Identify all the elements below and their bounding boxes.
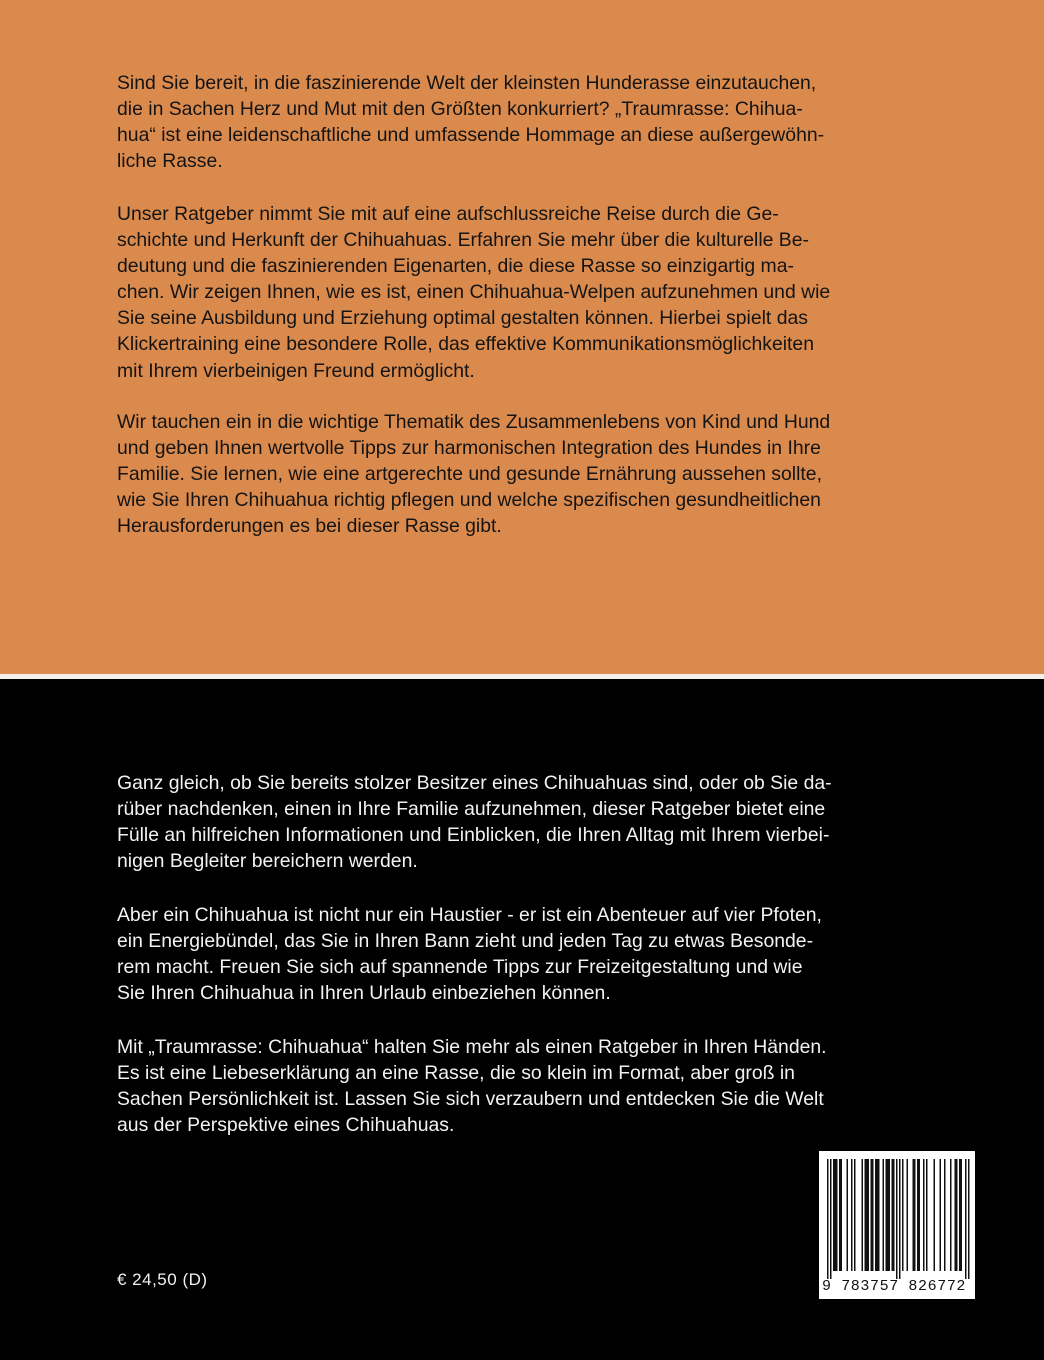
black-text-panel xyxy=(0,679,1044,1360)
barcode-bar xyxy=(902,1159,904,1271)
barcode-bar xyxy=(835,1159,837,1271)
isbn-barcode xyxy=(819,1151,975,1299)
barcode-bar xyxy=(878,1159,880,1271)
barcode-bar xyxy=(961,1159,963,1271)
history-paragraph: Unser Ratgeber nimmt Sie mit auf eine aufschlussreiche Reise durch die Ge- schichte und Herkunft der Chihuahuas. Erfahren Sie mehr über die kulturelle Be- deutung und die faszinierenden Eigenarten, die diese Rasse so einzigartig ma- chen. Wir zeigen Ihnen, wie es ist, einen Chihuahua-Welpen aufzunehmen und wie Sie seine Ausbildung und Erziehung optimal gestalten können. Hierbei spielt das Klickertraining eine besondere Rolle, das effektive Kommunikationsmöglichkeiten mit Ihrem vierbeinigen Freund ermöglicht. xyxy=(117,203,831,382)
barcode-bar xyxy=(950,1159,952,1271)
barcode-bar xyxy=(841,1159,843,1271)
orange-text-panel xyxy=(0,0,1044,674)
barcode-bar xyxy=(875,1159,877,1271)
price-label: € 24,50 (D) xyxy=(117,1270,208,1289)
barcode-bar xyxy=(868,1159,870,1271)
barcode-bar xyxy=(956,1159,958,1271)
barcode-bar xyxy=(877,1159,879,1271)
barcode-bar xyxy=(914,1159,916,1271)
barcode-bar xyxy=(887,1159,889,1271)
barcode-bar xyxy=(926,1159,928,1271)
barcode-bar xyxy=(892,1159,894,1271)
barcode-bar xyxy=(955,1159,957,1271)
barcode-bar xyxy=(827,1159,829,1279)
barcode-bar xyxy=(934,1159,936,1271)
barcode-bar xyxy=(886,1159,888,1271)
barcode-bar xyxy=(923,1159,925,1271)
family-paragraph: Wir tauchen ein in die wichtige Thematik des Zusammenlebens von Kind und Hund und geben Ihnen wertvolle Tipps zur harmonischen Integration des Hundes in Ihre Familie. Sie lernen, wie eine artgerechte und gesunde Ernährung aussehen sollte, wie Sie Ihren Chihuahua richtig pflegen und welche spezifischen gesundheitlichen Herausforderungen es bei dieser Rasse gibt. xyxy=(117,411,831,538)
barcode-bar xyxy=(889,1159,891,1271)
barcode-bar xyxy=(959,1159,961,1271)
barcode-bar xyxy=(893,1159,895,1271)
barcode-bar xyxy=(968,1159,970,1279)
barcode-bar xyxy=(919,1159,921,1271)
barcode-bar xyxy=(883,1159,885,1271)
barcode-bar xyxy=(940,1159,942,1271)
barcode-bar xyxy=(836,1159,838,1271)
barcode-bar xyxy=(872,1159,874,1271)
barcode-bar xyxy=(839,1159,841,1271)
barcode-bar xyxy=(899,1159,901,1279)
barcode-bar xyxy=(833,1159,835,1271)
barcode-bar xyxy=(896,1159,898,1279)
barcode-bar xyxy=(851,1159,853,1271)
barcode-bar xyxy=(944,1159,946,1271)
barcode-bars xyxy=(819,1151,975,1299)
closing-paragraph: Mit „Traumrasse: Chihuahua“ halten Sie mehr als einen Ratgeber in Ihren Händen. Es ist eine Liebeserklärung an eine Rasse, die so klein im Format, aber groß in Sachen Persönlichkeit ist. Lassen Sie sich verzaubern und entdecken Sie die Welt aus der Perspektive eines Chihuahuas. xyxy=(117,1036,827,1137)
barcode-bar xyxy=(862,1159,864,1271)
barcode-bar xyxy=(847,1159,849,1271)
barcode-bar xyxy=(866,1159,868,1271)
isbn-number: 9 783757 826772 xyxy=(822,1278,967,1295)
adventure-paragraph: Aber ein Chihuahua ist nicht nur ein Haustier - er ist ein Abenteuer auf vier Pfoten, ein Energiebündel, das Sie in Ihren Bann zieht und jeden Tag zu etwas Besonde- rem macht. Freuen Sie sich auf spannende Tipps zur Freizeitgestaltung und wie Sie Ihren Chihuahua in Ihren Urlaub einbeziehen können. xyxy=(117,904,822,1005)
barcode-bar xyxy=(913,1159,915,1271)
barcode-bar xyxy=(830,1159,832,1279)
barcode-bar xyxy=(865,1159,867,1271)
barcode-bar xyxy=(871,1159,873,1271)
barcode-bar xyxy=(854,1159,856,1271)
owner-paragraph: Ganz gleich, ob Sie bereits stolzer Besitzer eines Chihuahuas sind, oder ob Sie da- rüber nachdenken, einen in Ihre Familie aufzunehmen, dieser Ratgeber bietet eine Fülle an hilfreichen Informationen und Einblicken, die Ihren Alltag mit Ihrem vierbei- nigen Begleiter bereichern werden. xyxy=(117,772,832,873)
barcode-bar xyxy=(917,1159,919,1271)
intro-paragraph: Sind Sie bereit, in die faszinierende Welt der kleinsten Hunderasse einzutauchen, die in Sachen Herz und Mut mit den Größten konkurriert? „Traumrasse: Chihua- hua“ ist eine leidenschaftliche und umfassende Hommage an diese außergewöhn- liche Rasse. xyxy=(117,72,825,173)
barcode-bar xyxy=(965,1159,967,1279)
barcode-bar xyxy=(907,1159,909,1271)
